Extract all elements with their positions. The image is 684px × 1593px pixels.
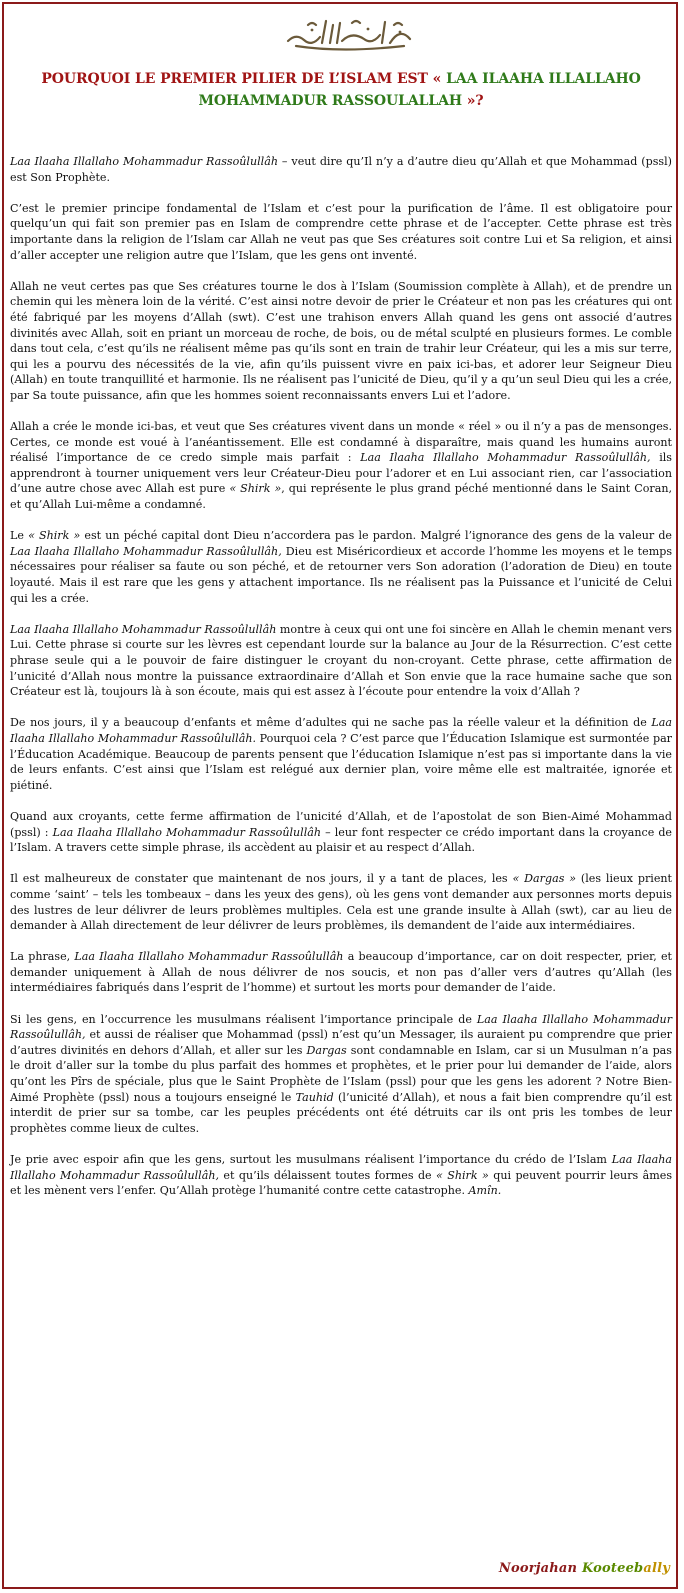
emphasis-text: « Shirk » [436,1168,489,1182]
paragraph-text: Allah a crée le monde ici-bas, et veut que Ses créatures vivent dans un monde « réel » ou il n’y a pas de mensonges. Certes, ce monde est voué à l’anéantissement. Elle est condamné à disparaître, mais quand les humains auront réalisé l’importance de ce credo simple mais parfait : [10,420,672,465]
emphasis-text: Laa Ilaaha Illallaho Mohammadur Rassoûlullâh [74,950,344,964]
article-paragraph [10,809,672,856]
bismillah-calligraphy-icon [282,13,416,51]
title-part-end: »? [461,93,484,109]
emphasis-text: Laa Ilaaha Illallaho Mohammadur Rassoûlullâh, [10,1012,673,1042]
paragraph-text: Si les gens, en l’occurrence les musulmans réalisent l’importance principale de [10,1012,477,1026]
paragraph-text: , qui représente le plus grand péché mentionné dans le Saint Coran, et qu’Allah Lui-même a condamné. [10,482,673,512]
paragraph-text: C’est le premier principe fondamental de l’Islam et c’est pour la purification de l’âme. Il est obligatoire pour quelqu’un qui fait son premier pas en Islam de comprendre cette phrase et de l’accepter. Cette phrase est très importante dans la religion de l’Islam car Allah ne veut pas que Ses créatures soit contre Lui et Sa religion, et ainsi d’aller accepter une religion autre que l’Islam, que les gens ont inventé. [10,201,672,262]
article-paragraph [10,419,672,513]
title-part-green-2: MOHAMMADUR RASSOULALLAH [198,93,462,109]
paragraph-text: qui peuvent pourrir leurs âmes et les mènent vers l’enfer. Qu’Allah protège l’humanité contre cette catastrophe. [10,1168,673,1198]
page-border-frame [2,2,678,1589]
paragraph-text: (l’unicité d’Allah), et nous a fait bien comprendre qu’il est interdit de prier sur sa tombe, car les peuples précédents ont été détruits car ils ont pris les tombes de leur prophètes comme lieux de cultes. [10,1090,672,1135]
signature-first-name: Noorjahan [498,1561,582,1576]
emphasis-text: Laa Ilaaha Illallaho Mohammadur Rassoûlullâh, [10,1153,672,1182]
paragraph-text: Quand aux croyants, cette ferme affirmation de l’unicité d’Allah, et de l’apostolat de son Bien-Aimé Mohammad (pssl) : [10,809,672,839]
paragraph-text: est un péché capital dont Dieu n’accordera pas le pardon. Malgré l’ignorance des gens de la valeur de [80,529,672,543]
emphasis-text: Tauhid [295,1090,334,1104]
emphasis-text: « Shirk » [28,529,81,543]
emphasis-text: Laa Ilaaha Illallaho Mohammadur Rassoûlullâh. [10,716,672,745]
paragraph-text: Il est malheureux de constater que maintenant de nos jours, il y a tant de places, les [10,872,513,886]
emphasis-text: « Shirk » [229,482,282,496]
paragraph-text: Allah ne veut certes pas que Ses créatures tourne le dos à l’Islam (Soumission complète à Allah), et de prendre un chemin qui les mènera loin de la vérité. C’est ainsi notre devoir de prier le Créateur et non pas les créatures qui ont été fabriqué par les moyens d’Allah (swt). C’est une trahison envers Allah quand les gens ont associé d’autres divinités avec Allah, soit en priant un morceau de roche, de bois, ou de métal sculpté en plusieurs formes. Le comble dans tout cela, c’est qu’ils ne réalisent même pas qu’ils sont en train de trahir leur Créateur, qui les a mis sur terre, qui les a pourvu des nécessités de la vie, afin qu’ils puissent vivre en paix ici-bas, et adorer leur Seigneur Dieu (Allah) en toute tranquillité et harmonie. Ils ne réalisent pas l’unicité de Dieu, qu’il y a qu’un seul Dieu qui les a crée, par Sa toute puissance, afin que les hommes soient reconnaissants envers Lui et l’adore. [10,279,672,402]
title-part-green: LAA ILAAHA ILLALLAHO [446,71,641,87]
author-signature [499,1561,670,1577]
article-paragraph [10,1012,672,1137]
title-part-red: POURQUOI LE PREMIER PILIER DE L’ISLAM EST « [41,71,447,87]
paragraph-text: a beaucoup d’importance, car on doit respecter, prier, et demander uniquement à Allah de nous délivrer de nos soucis, et non pas d’aller vers d’autres qu’Allah (les intermédiaires fabriqués dans l’esprit de l’homme) et surtout les morts pour demander de l’aide. [10,950,673,995]
article-paragraph [10,154,672,185]
page-title [10,68,672,112]
emphasis-text: Laa Ilaaha Illallaho Mohammadur Rassoûlullâh [10,155,278,168]
emphasis-text: Laa Ilaaha Illallaho Mohammadur Rassoûlullâh [52,825,322,839]
emphasis-text: Laa Ilaaha Illallaho Mohammadur Rassoûlullâh [10,622,277,636]
paragraph-text: De nos jours, il y a beaucoup d’enfants et même d’adultes qui ne sache pas la réelle valeur et la définition de [10,716,652,730]
emphasis-text: « Dargas » [512,872,577,886]
paragraph-text: sont condamnable en Islam, car si un Musulman n’a pas le droit d’aller sur la tombe du plus parfait des hommes et prophètes, et le prier pour lui demander de l’aide, alors qu’ont les Pîrs de spéciale, plus que le Saint Prophète de l’Islam (pssl) pour que les gens les adorent ? Notre Bien-Aimé Prophète (pssl) nous a toujours enseigné le [10,1043,672,1104]
article-paragraph [10,949,672,996]
paragraph-text: et aussi de réaliser que Mohammad (pssl) n’est qu’un Messager, ils auraient pu comprendre que prier d’autres divinités en dehors d’Allah, et aller sur les [10,1028,672,1057]
paragraph-text: et qu’ils délaissent toutes formes de [219,1168,437,1182]
paragraph-text: montre à ceux qui ont une foi sincère en Allah le chemin menant vers Lui. Cette phrase si courte sur les lèvres est cependant lourde sur la balance au Jour de la Résurrection. C’est cette phrase seule qui a le pouvoir de faire distinguer le croyant du non-croyant. Cette phrase, cette affirmation de l’unicité d’Allah nous montre la puissance extraordinaire d’Allah et Son envie que la race humaine sache que son Créateur est là, toujours là à son écoute, mais qui est assez à l’écoute pour entendre la voix d’Allah ? [10,622,672,699]
signature-last-name: Kooteeb [581,1561,644,1576]
paragraph-text: Pourquoi cela ? C’est parce que l’Éducation Islamique est surmontée par l’Éducation Académique. Beaucoup de parents pensent que l’éducation Islamique n’est pas si importante dans la vie de leurs enfants. C’est ainsi que l’Islam est relégué aux dernier plan, voire même elle est maltraitée, ignorée et piétiné. [10,731,672,792]
paragraph-text: – veut dire qu’Il n’y a d’autre dieu qu’Allah et que Mohammad (pssl) est Son Prophète. [10,155,672,184]
emphasis-text: Laa Ilaaha Illallaho Mohammadur Rassoûlullâh, [360,451,651,465]
article-paragraph [10,279,672,404]
paragraph-text: La phrase, [10,950,75,964]
article-paragraph [10,528,672,606]
article-paragraph [10,715,672,793]
article-body [10,154,672,1199]
article-paragraph [10,1152,672,1199]
article-paragraph [10,622,672,700]
article-paragraph [10,871,672,933]
signature-last-name-end: ally [643,1561,670,1576]
emphasis-text: Dargas [306,1043,347,1057]
paragraph-text: Je prie avec espoir afin que les gens, surtout les musulmans réalisent l’importance du crédo de l’Islam [10,1153,612,1166]
paragraph-text: (les lieux prient comme ‘saint’ – tels les tombeaux – dans les yeux des gens), où les gens vont demander aux personnes morts depuis des lustres de leur délivrer de leurs problèmes multiples. Cela est une grande insulte à Allah (swt), car au lieu de demander à Allah directement de leur délivrer de leurs problèmes, ils demandent de l’aide aux intermédiaires. [10,872,672,933]
emphasis-text: Amîn. [468,1184,502,1198]
emphasis-text: Laa Ilaaha Illallaho Mohammadur Rassoûlullâh, [10,544,282,558]
paragraph-text: Dieu est Miséricordieux et accorde l’homme les moyens et le temps nécessaires pour réaliser sa faute ou son péché, et de retourner vers Son adoration (l’adoration de Dieu) en toute loyauté. Mais il est rare que les gens y attachent importance. Ils ne réalisent pas la Puissance et l’unicité de Celui qui les a crée. [10,544,673,605]
paragraph-text: Le [10,529,29,543]
paragraph-text: – leur font respecter ce crédo important dans la croyance de l’Islam. A travers cette simple phrase, ils accèdent au plaisir et au respect d’Allah. [10,825,673,855]
article-paragraph [10,201,672,263]
paragraph-text: ils apprendront à tourner uniquement vers leur Créateur-Dieu pour l’adorer et en Lui associant rien, car l’association d’une autre chose avec Allah est pure [10,451,673,496]
